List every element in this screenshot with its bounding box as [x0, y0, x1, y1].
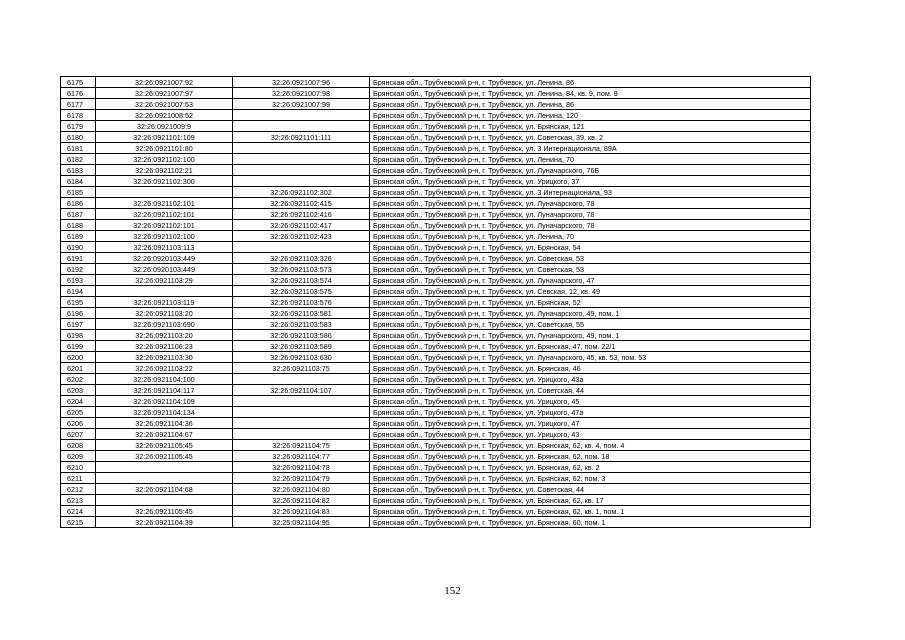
address: Брянская обл., Трубчевский р-н, г. Трубчевск, ул. Брянская, 47, пом. 22/1 — [370, 341, 811, 352]
page-number: 152 — [444, 585, 461, 597]
land-cadastral-number: 32:26:0921103:690 — [96, 319, 233, 330]
land-cadastral-number: 32:26:0921105:45 — [96, 506, 233, 517]
building-cadastral-number: 32:26:0921103:586 — [233, 330, 370, 341]
table-row — [61, 308, 811, 319]
row-number: 6209 — [61, 451, 96, 462]
row-number: 6202 — [61, 374, 96, 385]
building-cadastral-number: 32:26:0921104:83 — [233, 506, 370, 517]
table-row — [61, 154, 811, 165]
row-number: 6212 — [61, 484, 96, 495]
address: Брянская обл., Трубчевский р-н, г. Трубчевск, ул. Луначарского, 45, кв. 53, пом. 53 — [370, 352, 811, 363]
table-row — [61, 506, 811, 517]
row-number: 6210 — [61, 462, 96, 473]
address: Брянская обл., Трубчевский р-н, г. Трубчевск, ул. Урицкого, 43а — [370, 374, 811, 385]
table-row — [61, 341, 811, 352]
building-cadastral-number: 32:26:0921007:96 — [233, 77, 370, 88]
land-cadastral-number: 32:26:0921104:67 — [96, 429, 233, 440]
table-row — [61, 165, 811, 176]
building-cadastral-number: 32:26:0921103:630 — [233, 352, 370, 363]
building-cadastral-number: 32:26:0921007:99 — [233, 99, 370, 110]
address: Брянская обл., Трубчевский р-н, г. Трубчевск, ул. Ленина, 120 — [370, 110, 811, 121]
row-number: 6194 — [61, 286, 96, 297]
table-row — [61, 132, 811, 143]
address: Брянская обл., Трубчевский р-н, г. Трубчевск, ул. Брянская, 62, пом. 3 — [370, 473, 811, 484]
land-cadastral-number: 32:26:0921103:29 — [96, 275, 233, 286]
table-row — [61, 88, 811, 99]
building-cadastral-number: 32:26:0921102:417 — [233, 220, 370, 231]
address: Брянская обл., Трубчевский р-н, г. Трубчевск, ул. 3 Интернационала, 93 — [370, 187, 811, 198]
building-cadastral-number: 32:26:0921104:82 — [233, 495, 370, 506]
address: Брянская обл., Трубчевский р-н, г. Трубчевск, ул. Урицкого, 37 — [370, 176, 811, 187]
row-number: 6184 — [61, 176, 96, 187]
table-row — [61, 110, 811, 121]
row-number: 6195 — [61, 297, 96, 308]
table-row — [61, 253, 811, 264]
building-cadastral-number: 32:26:0921007:98 — [233, 88, 370, 99]
address: Брянская обл., Трубчевский р-н, г. Трубчевск, ул. Севская, 12, кв. 49 — [370, 286, 811, 297]
address: Брянская обл., Трубчевский р-н, г. Трубчевск, ул. Луначарского, 76Б — [370, 165, 811, 176]
land-cadastral-number: 32:26:0921102:300 — [96, 176, 233, 187]
table-row — [61, 484, 811, 495]
table-row — [61, 407, 811, 418]
address: Брянская обл., Трубчевский р-н, г. Трубчевск, ул. Ленина, 70 — [370, 231, 811, 242]
row-number: 6187 — [61, 209, 96, 220]
land-cadastral-number: 32:26:0921104:68 — [96, 484, 233, 495]
table-row — [61, 121, 811, 132]
table-row — [61, 198, 811, 209]
land-cadastral-number: 32:26:0921102:21 — [96, 165, 233, 176]
address: Брянская обл., Трубчевский р-н, г. Трубчевск, ул. Ленина, 86 — [370, 77, 811, 88]
address: Брянская обл., Трубчевский р-н, г. Трубчевск, ул. Брянская, 46 — [370, 363, 811, 374]
land-cadastral-number: 32:26:0921009:9 — [96, 121, 233, 132]
row-number: 6177 — [61, 99, 96, 110]
land-cadastral-number: 32:26:0921101:109 — [96, 132, 233, 143]
row-number: 6183 — [61, 165, 96, 176]
building-cadastral-number: 32:26:0921103:589 — [233, 341, 370, 352]
table-row — [61, 275, 811, 286]
land-cadastral-number — [96, 462, 233, 473]
building-cadastral-number — [233, 396, 370, 407]
land-cadastral-number: 32:26:0921103:113 — [96, 242, 233, 253]
address: Брянская обл., Трубчевский р-н, г. Трубчевск, ул. Урицкого, 43 — [370, 429, 811, 440]
table-row — [61, 495, 811, 506]
row-number: 6204 — [61, 396, 96, 407]
land-cadastral-number: 32:26:0921103:22 — [96, 363, 233, 374]
address: Брянская обл., Трубчевский р-н, г. Трубчевск, ул. Урицкого, 47а — [370, 407, 811, 418]
row-number: 6190 — [61, 242, 96, 253]
building-cadastral-number: 32:26:0921104:78 — [233, 462, 370, 473]
building-cadastral-number: 32:26:0921104:107 — [233, 385, 370, 396]
land-cadastral-number: 32:26:0921104:109 — [96, 396, 233, 407]
land-cadastral-number: 32:26:0921102:100 — [96, 231, 233, 242]
row-number: 6192 — [61, 264, 96, 275]
land-cadastral-number: 32:26:0921102:100 — [96, 154, 233, 165]
land-cadastral-number: 32:26:0921104:117 — [96, 385, 233, 396]
building-cadastral-number: 32:26:0921104:75 — [233, 440, 370, 451]
land-cadastral-number: 32:26:0921104:39 — [96, 517, 233, 528]
building-cadastral-number — [233, 176, 370, 187]
address: Брянская обл., Трубчевский р-н, г. Трубчевск, ул. Брянская, 52 — [370, 297, 811, 308]
building-cadastral-number — [233, 407, 370, 418]
table-row — [61, 429, 811, 440]
address: Брянская обл., Трубчевский р-н, г. Трубчевск, ул. Ленина, 70 — [370, 154, 811, 165]
table-row — [61, 440, 811, 451]
building-cadastral-number: 32:26:0921103:326 — [233, 253, 370, 264]
land-cadastral-number: 32:26:0921007:97 — [96, 88, 233, 99]
address: Брянская обл., Трубчевский р-н, г. Трубчевск, ул. Луначарского, 78 — [370, 209, 811, 220]
address: Брянская обл., Трубчевский р-н, г. Трубчевск, ул. Брянская, 121 — [370, 121, 811, 132]
land-cadastral-number: 32:26:0921104:100 — [96, 374, 233, 385]
row-number: 6189 — [61, 231, 96, 242]
address: Брянская обл., Трубчевский р-н, г. Трубчевск, ул. Брянская, 62, кв. 4, пом. 4 — [370, 440, 811, 451]
row-number: 6207 — [61, 429, 96, 440]
building-cadastral-number: 32:26:0921104:80 — [233, 484, 370, 495]
land-cadastral-number: 32:26:0920103:449 — [96, 264, 233, 275]
row-number: 6181 — [61, 143, 96, 154]
building-cadastral-number — [233, 374, 370, 385]
table-row — [61, 99, 811, 110]
address: Брянская обл., Трубчевский р-н, г. Трубчевск, ул. Брянская, 62, кв. 1, пом. 1 — [370, 506, 811, 517]
row-number: 6179 — [61, 121, 96, 132]
row-number: 6191 — [61, 253, 96, 264]
row-number: 6193 — [61, 275, 96, 286]
land-cadastral-number — [96, 286, 233, 297]
building-cadastral-number — [233, 121, 370, 132]
address: Брянская обл., Трубчевский р-н, г. Трубчевск, ул. Советская, 53 — [370, 264, 811, 275]
row-number: 6182 — [61, 154, 96, 165]
address: Брянская обл., Трубчевский р-н, г. Трубчевск, ул. Ленина, 86 — [370, 99, 811, 110]
land-cadastral-number — [96, 187, 233, 198]
row-number: 6211 — [61, 473, 96, 484]
building-cadastral-number: 32:25:0921104:95 — [233, 517, 370, 528]
address: Брянская обл., Трубчевский р-н, г. Трубчевск, ул. Луначарского, 78 — [370, 220, 811, 231]
row-number: 6196 — [61, 308, 96, 319]
building-cadastral-number — [233, 143, 370, 154]
land-cadastral-number: 32:26:0921105:45 — [96, 440, 233, 451]
land-cadastral-number: 32:26:0921008:52 — [96, 110, 233, 121]
table-row — [61, 517, 811, 528]
building-cadastral-number — [233, 418, 370, 429]
row-number: 6197 — [61, 319, 96, 330]
row-number: 6213 — [61, 495, 96, 506]
table-row — [61, 77, 811, 88]
row-number: 6188 — [61, 220, 96, 231]
building-cadastral-number: 32:26:0921104:79 — [233, 473, 370, 484]
table-row — [61, 242, 811, 253]
land-cadastral-number — [96, 473, 233, 484]
address: Брянская обл., Трубчевский р-н, г. Трубчевск, ул. Советская, 44 — [370, 385, 811, 396]
row-number: 6198 — [61, 330, 96, 341]
row-number: 6205 — [61, 407, 96, 418]
address: Брянская обл., Трубчевский р-н, г. Трубчевск, ул. Советская, 44 — [370, 484, 811, 495]
table-row — [61, 330, 811, 341]
address: Брянская обл., Трубчевский р-н, г. Трубчевск, ул. Брянская, 62, пом. 18 — [370, 451, 811, 462]
building-cadastral-number: 32:26:0921104:77 — [233, 451, 370, 462]
cadastral-register-table — [60, 76, 811, 528]
building-cadastral-number — [233, 154, 370, 165]
land-cadastral-number: 32:26:0920103:449 — [96, 253, 233, 264]
table-row — [61, 396, 811, 407]
row-number: 6203 — [61, 385, 96, 396]
land-cadastral-number: 32:26:0921101:80 — [96, 143, 233, 154]
row-number: 6215 — [61, 517, 96, 528]
building-cadastral-number: 32:26:0921103:75 — [233, 363, 370, 374]
land-cadastral-number: 32:26:0921007:53 — [96, 99, 233, 110]
building-cadastral-number: 32:26:0921101:111 — [233, 132, 370, 143]
row-number: 6214 — [61, 506, 96, 517]
table-row — [61, 462, 811, 473]
address: Брянская обл., Трубчевский р-н, г. Трубчевск, ул. Луначарского, 49, пом. 1 — [370, 330, 811, 341]
land-cadastral-number: 32:26:0921007:92 — [96, 77, 233, 88]
table-row — [61, 473, 811, 484]
table-row — [61, 363, 811, 374]
row-number: 6176 — [61, 88, 96, 99]
land-cadastral-number: 32:26:0921102:101 — [96, 198, 233, 209]
land-cadastral-number — [96, 495, 233, 506]
address: Брянская обл., Трубчевский р-н, г. Трубчевск, ул. Луначарского, 49, пом. 1 — [370, 308, 811, 319]
address: Брянская обл., Трубчевский р-н, г. Трубчевск, ул. Брянская, 60, пом. 1 — [370, 517, 811, 528]
table-row — [61, 352, 811, 363]
land-cadastral-number: 32:26:0921103:30 — [96, 352, 233, 363]
address: Брянская обл., Трубчевский р-н, г. Трубчевск, ул. Урицкого, 47 — [370, 418, 811, 429]
building-cadastral-number: 32:26:0921103:583 — [233, 319, 370, 330]
land-cadastral-number: 32:26:0921104:134 — [96, 407, 233, 418]
table-row — [61, 176, 811, 187]
row-number: 6201 — [61, 363, 96, 374]
building-cadastral-number — [233, 242, 370, 253]
building-cadastral-number: 32:26:0921103:575 — [233, 286, 370, 297]
row-number: 6208 — [61, 440, 96, 451]
table-row — [61, 286, 811, 297]
table-row — [61, 187, 811, 198]
address: Брянская обл., Трубчевский р-н, г. Трубчевск, ул. Урицкого, 45 — [370, 396, 811, 407]
row-number: 6200 — [61, 352, 96, 363]
building-cadastral-number: 32:26:0921103:574 — [233, 275, 370, 286]
land-cadastral-number: 32:26:0921103:20 — [96, 330, 233, 341]
table-row — [61, 319, 811, 330]
building-cadastral-number — [233, 110, 370, 121]
building-cadastral-number — [233, 429, 370, 440]
row-number: 6206 — [61, 418, 96, 429]
address: Брянская обл., Трубчевский р-н, г. Трубчевск, ул. Советская, 53 — [370, 253, 811, 264]
table-row — [61, 374, 811, 385]
building-cadastral-number: 32:26:0921102:423 — [233, 231, 370, 242]
land-cadastral-number: 32:26:0921102:101 — [96, 209, 233, 220]
table-body — [61, 77, 811, 528]
row-number: 6199 — [61, 341, 96, 352]
table-row — [61, 220, 811, 231]
building-cadastral-number: 32:26:0921102:302 — [233, 187, 370, 198]
building-cadastral-number: 32:26:0921103:581 — [233, 308, 370, 319]
table-row — [61, 451, 811, 462]
address: Брянская обл., Трубчевский р-н, г. Трубчевск, ул. Ленина, 84, кв. 9, пом. 9 — [370, 88, 811, 99]
table-row — [61, 209, 811, 220]
row-number: 6186 — [61, 198, 96, 209]
building-cadastral-number: 32:26:0921103:573 — [233, 264, 370, 275]
row-number: 6180 — [61, 132, 96, 143]
building-cadastral-number — [233, 165, 370, 176]
building-cadastral-number: 32:26:0921102:416 — [233, 209, 370, 220]
land-cadastral-number: 32:26:0921102:101 — [96, 220, 233, 231]
address: Брянская обл., Трубчевский р-н, г. Трубчевск, ул. Брянская, 54 — [370, 242, 811, 253]
address: Брянская обл., Трубчевский р-н, г. Трубчевск, ул. Брянская, 62, кв. 2 — [370, 462, 811, 473]
address: Брянская обл., Трубчевский р-н, г. Трубчевск, ул. Луначарского, 78 — [370, 198, 811, 209]
address: Брянская обл., Трубчевский р-н, г. Трубчевск, ул. Советская, 55 — [370, 319, 811, 330]
land-cadastral-number: 32:26:0921105:45 — [96, 451, 233, 462]
row-number: 6178 — [61, 110, 96, 121]
address: Брянская обл., Трубчевский р-н, г. Трубчевск, ул. Советская, 39, кв. 2 — [370, 132, 811, 143]
land-cadastral-number: 32:26:0921106:23 — [96, 341, 233, 352]
building-cadastral-number: 32:26:0921103:576 — [233, 297, 370, 308]
address: Брянская обл., Трубчевский р-н, г. Трубчевск, ул. 3 Интернационала, 89А — [370, 143, 811, 154]
table-row — [61, 143, 811, 154]
table-row — [61, 297, 811, 308]
land-cadastral-number: 32:26:0921103:20 — [96, 308, 233, 319]
table-row — [61, 231, 811, 242]
land-cadastral-number: 32:26:0921103:119 — [96, 297, 233, 308]
table-row — [61, 264, 811, 275]
building-cadastral-number: 32:26:0921102:415 — [233, 198, 370, 209]
table-row — [61, 385, 811, 396]
address: Брянская обл., Трубчевский р-н, г. Трубчевск, ул. Луначарского, 47 — [370, 275, 811, 286]
row-number: 6185 — [61, 187, 96, 198]
land-cadastral-number: 32:26:0921104:36 — [96, 418, 233, 429]
table-row — [61, 418, 811, 429]
row-number: 6175 — [61, 77, 96, 88]
address: Брянская обл., Трубчевский р-н, г. Трубчевск, ул. Брянская, 62, кв. 17 — [370, 495, 811, 506]
